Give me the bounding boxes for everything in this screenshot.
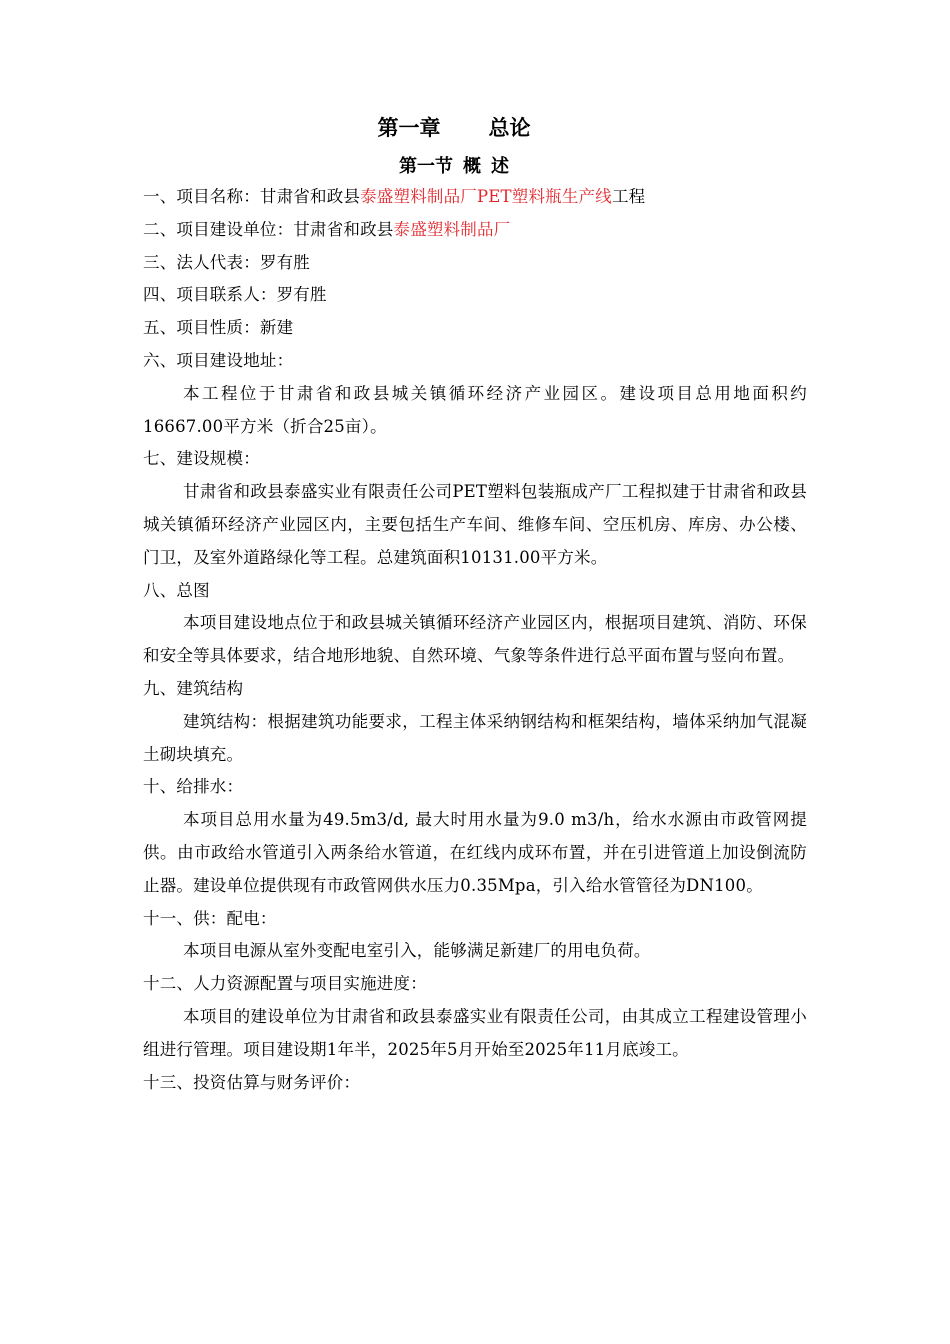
chapter-number: 第一章	[377, 116, 441, 140]
item-project-name-suffix: 工程	[611, 187, 646, 206]
item-project-name-highlight: 泰盛塑料制品厂PET塑料瓶生产线	[360, 187, 612, 206]
chapter-title: 总论	[488, 116, 531, 140]
section-title-a: 概	[463, 156, 481, 177]
item-general-plan-paragraph: 本项目建设地点位于和政县城关镇循环经济产业园区内，根据项目建筑、消防、环保和安全等具体要求，结合地形地貌、自然环境、气象等条件进行总平面布置与竖向布置。	[143, 613, 807, 666]
item-construction-unit-highlight: 泰盛塑料制品厂	[393, 219, 511, 239]
section-heading	[0, 152, 908, 178]
item-scale-heading: 七、建设规模：	[143, 449, 260, 469]
chapter-heading	[0, 112, 908, 142]
item-address-heading: 六、项目建设地址：	[143, 350, 294, 370]
item-construction-unit-label: 二、项目建设单位：甘肃省和政县	[143, 219, 394, 239]
item-nature: 五、项目性质：新建	[143, 318, 294, 338]
item-legal-rep: 三、法人代表：罗有胜	[143, 252, 310, 272]
section-title-b: 述	[491, 156, 509, 177]
section-number: 第一节	[399, 156, 453, 177]
item-structure-paragraph: 建筑结构：根据建筑功能要求，工程主体采纳钢结构和框架结构，墙体采纳加气混凝土砌块填充。	[143, 711, 807, 764]
item-address-paragraph: 本工程位于甘肃省和政县城关镇循环经济产业园区。建设项目总用地面积约16667.00平方米（折合25亩）。	[143, 383, 807, 436]
item-scale-paragraph: 甘肃省和政县泰盛实业有限责任公司PET塑料包装瓶成产厂工程拟建于甘肃省和政县城关镇循环经济产业园区内，主要包括生产车间、维修车间、空压机房、库房、办公楼、门卫，及室外道路绿化等工程。总建筑面积10131.00平方米。	[143, 482, 807, 567]
item-project-name	[143, 181, 807, 214]
item-water-heading: 十、给排水：	[143, 777, 244, 797]
item-structure-heading: 九、建筑结构	[143, 678, 244, 698]
item-contact: 四、项目联系人：罗有胜	[143, 285, 327, 305]
item-project-name-label: 一、项目名称：甘肃省和政县	[143, 187, 361, 206]
item-water-paragraph: 本项目总用水量为49.5m3/d, 最大时用水量为9.0 m3/h，给水水源由市政管网提供。由市政给水管道引入两条给水管道，在红线内成环布置，并在引进管道上加设倒流防止器。建设单位提供现有市政管网供水压力0.35Mpa，引入给水管管径为DN100。	[143, 810, 807, 895]
item-general-plan-heading: 八、总图	[143, 580, 210, 600]
item-power-paragraph: 本项目电源从室外变配电室引入，能够满足新建厂的用电负荷。	[183, 941, 651, 961]
item-hr-heading: 十二、人力资源配置与项目实施进度：	[143, 974, 427, 994]
item-hr-paragraph: 本项目的建设单位为甘肃省和政县泰盛实业有限责任公司，由其成立工程建设管理小组进行管理。项目建设期1年半，2025年5月开始至2025年11月底竣工。	[143, 1006, 807, 1059]
item-power-heading: 十一、供：配电：	[143, 908, 277, 928]
item-investment-heading: 十三、投资估算与财务评价：	[143, 1072, 361, 1092]
document-body	[143, 181, 807, 1099]
item-construction-unit	[143, 214, 807, 247]
